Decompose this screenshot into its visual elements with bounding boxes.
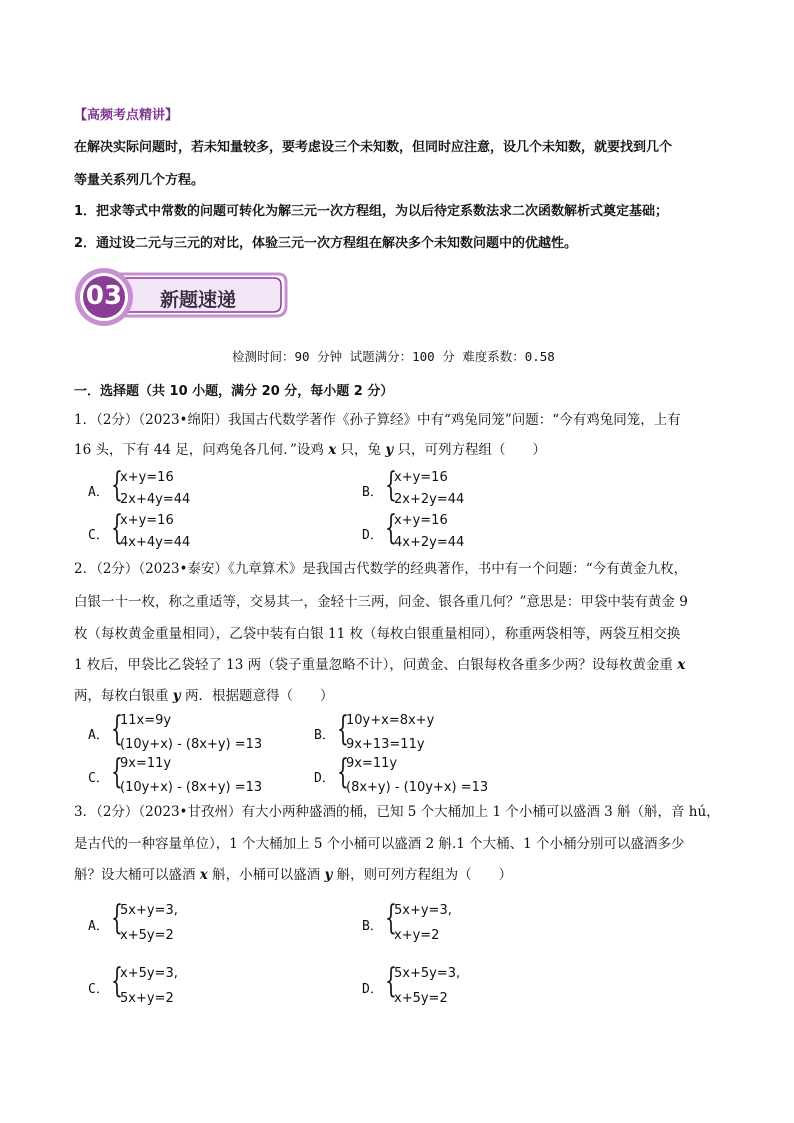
q1-stem-text: 16 头，下有 44 足，问鸡兔各几何．”设鸡 <box>74 442 329 458</box>
equation-1: x+y=16 <box>394 470 448 485</box>
option-letter: B． <box>314 728 335 743</box>
q3-stem-text: 斛，则可列方程组为（ ） <box>332 867 513 883</box>
equation-2: 2x+2y=44 <box>394 492 465 507</box>
q1-stem-text: 只，兔 <box>336 442 386 458</box>
tips-paragraph-1: 在解决实际问题时，若未知量较多，要考虑设三个未知数，但同时应注意，设几个未知数，就要找到几个 <box>74 140 673 155</box>
brace-icon: { <box>385 465 397 505</box>
option-letter: D． <box>362 982 383 997</box>
option-letter: C． <box>88 528 109 543</box>
q2-option-d[interactable] <box>314 752 544 798</box>
equation-1: x+y=16 <box>120 513 174 528</box>
q2-stem-line-2: 白银一十一枚，称之重适等，交易其一，金轻十三两，问金、银各重几何？”意思是：甲袋中装有黄金 9 <box>74 594 688 610</box>
equation-1: 9x=11y <box>120 756 172 771</box>
q3-var-y: y <box>324 867 333 883</box>
q1-stem-line-2 <box>74 444 546 458</box>
q3-stem-text: 斛？设大桶可以盛酒 <box>74 867 200 883</box>
q2-stem-text: 两，每枚白银重 <box>74 688 173 704</box>
equation-1: x+y=16 <box>394 513 448 528</box>
q1-option-d[interactable] <box>362 509 602 553</box>
q3-stem-text: 斛，小桶可以盛酒 <box>207 867 325 883</box>
equation-1: 5x+y=3, <box>394 903 452 918</box>
equation-2: 4x+2y=44 <box>394 535 465 550</box>
q2-stem-line-3: 枚（每枚黄金重量相同），乙袋中装有白银 11 枚（每枚白银重量相同），称重两袋相等，两袋互相交换 <box>74 626 681 642</box>
q1-option-b[interactable] <box>362 466 602 510</box>
brace-icon: { <box>111 752 123 792</box>
tips-paragraph-3: 2．通过设二元与三元的对比，体验三元一次方程组在解决多个未知数问题中的优越性。 <box>74 236 578 251</box>
q3-stem-line-1: 3．（2分）（2023•甘孜州）有大小两种盛酒的桶，已知 5 个大桶加上 1 个小桶可以盛酒 3 斛（斛，音 hú， <box>74 804 720 820</box>
q3-stem-line-3 <box>74 869 512 883</box>
equation-2: (10y+x) - (8x+y) =13 <box>120 780 263 795</box>
brace-icon: { <box>111 508 123 548</box>
q1-stem-text: 只，可列方程组（ ） <box>393 442 546 458</box>
q2-stem-line-4 <box>74 659 685 673</box>
q2-option-a[interactable] <box>88 709 318 755</box>
brace-icon: { <box>111 898 123 938</box>
option-letter: B． <box>362 485 383 500</box>
equation-2: 9x+13=11y <box>346 737 425 752</box>
q3-option-b[interactable] <box>362 897 602 947</box>
tips-paragraph-2: 1．把求等式中常数的问题可转化为解三元一次方程组，为以后待定系数法求二次函数解析式奠定基础； <box>74 204 669 219</box>
q2-stem-text: 1 枚后，甲袋比乙袋轻了 13 两（袋子重量忽略不计），问黄金、白银每枚各重多少两？设每枚黄金重 <box>74 657 678 673</box>
brace-icon: { <box>385 898 397 938</box>
q3-stem-line-2: 是古代的一种容量单位），1 个大桶加上 5 个小桶可以盛酒 2 斛.1 个大桶、1 个小桶分别可以盛酒多少 <box>74 836 685 852</box>
q3-option-d[interactable] <box>362 960 602 1010</box>
q2-var-y: y <box>172 688 181 704</box>
option-letter: C． <box>88 771 109 786</box>
equation-1: 11x=9y <box>120 713 172 728</box>
option-letter: C． <box>88 982 109 997</box>
q2-stem-line-5 <box>74 690 333 704</box>
equation-2: x+5y=2 <box>394 991 448 1006</box>
q1-option-a[interactable] <box>88 466 328 510</box>
test-info: 检测时间：90 分钟 试题满分：100 分 难度系数：0.58 <box>232 349 555 364</box>
option-letter: A． <box>88 728 109 743</box>
q3-option-c[interactable] <box>88 960 328 1010</box>
section-banner <box>74 266 290 328</box>
q1-stem-line-1: 1．（2分）（2023•绵阳）我国古代数学著作《孙子算经》中有“鸡兔同笼”问题：“今有鸡兔同笼，上有 <box>74 412 681 428</box>
equation-2: 5x+y=2 <box>120 991 174 1006</box>
equation-1: x+5y=3, <box>120 966 178 981</box>
brace-icon: { <box>337 752 349 792</box>
q1-option-c[interactable] <box>88 509 328 553</box>
equation-2: (8x+y) - (10y+x) =13 <box>346 780 489 795</box>
equation-1: 5x+5y=3, <box>394 966 461 981</box>
banner-label: 新题速递 <box>160 289 237 311</box>
section-title: 一．选择题（共 10 小题，满分 20 分，每小题 2 分） <box>74 384 394 399</box>
q1-var-x: x <box>328 442 337 458</box>
equation-1: 10y+x=8x+y <box>346 713 435 728</box>
option-letter: B． <box>362 919 383 934</box>
equation-1: 5x+y=3, <box>120 903 178 918</box>
q3-option-a[interactable] <box>88 897 328 947</box>
q2-stem-line-1: 2．（2分）（2023•泰安）《九章算术》是我国古代数学的经典著作，书中有一个问题：“今有黄金九枚， <box>74 561 688 577</box>
tips-title: 【高频考点精讲】 <box>74 108 179 123</box>
brace-icon: { <box>111 709 123 749</box>
brace-icon: { <box>385 508 397 548</box>
q2-option-c[interactable] <box>88 752 318 798</box>
q2-var-x: x <box>677 657 686 673</box>
banner-number: 03 <box>85 281 123 311</box>
tips-paragraph-1-cont: 等量关系列几个方程。 <box>74 173 205 188</box>
equation-1: x+y=16 <box>120 470 174 485</box>
equation-2: 4x+4y=44 <box>120 535 191 550</box>
q3-var-x: x <box>199 867 208 883</box>
option-letter: A． <box>88 485 109 500</box>
equation-2: 2x+4y=44 <box>120 492 191 507</box>
brace-icon: { <box>111 465 123 505</box>
q1-var-y: y <box>385 442 394 458</box>
option-letter: D． <box>362 528 383 543</box>
option-letter: D． <box>314 771 335 786</box>
brace-icon: { <box>337 709 349 749</box>
option-letter: A． <box>88 919 109 934</box>
equation-1: 9x=11y <box>346 756 398 771</box>
equation-2: x+y=2 <box>394 928 440 943</box>
equation-2: x+5y=2 <box>120 928 174 943</box>
brace-icon: { <box>385 961 397 1001</box>
equation-2: (10y+x) - (8x+y) =13 <box>120 737 263 752</box>
q2-stem-text: 两．根据题意得（ ） <box>180 688 334 704</box>
brace-icon: { <box>111 961 123 1001</box>
q2-option-b[interactable] <box>314 709 544 755</box>
